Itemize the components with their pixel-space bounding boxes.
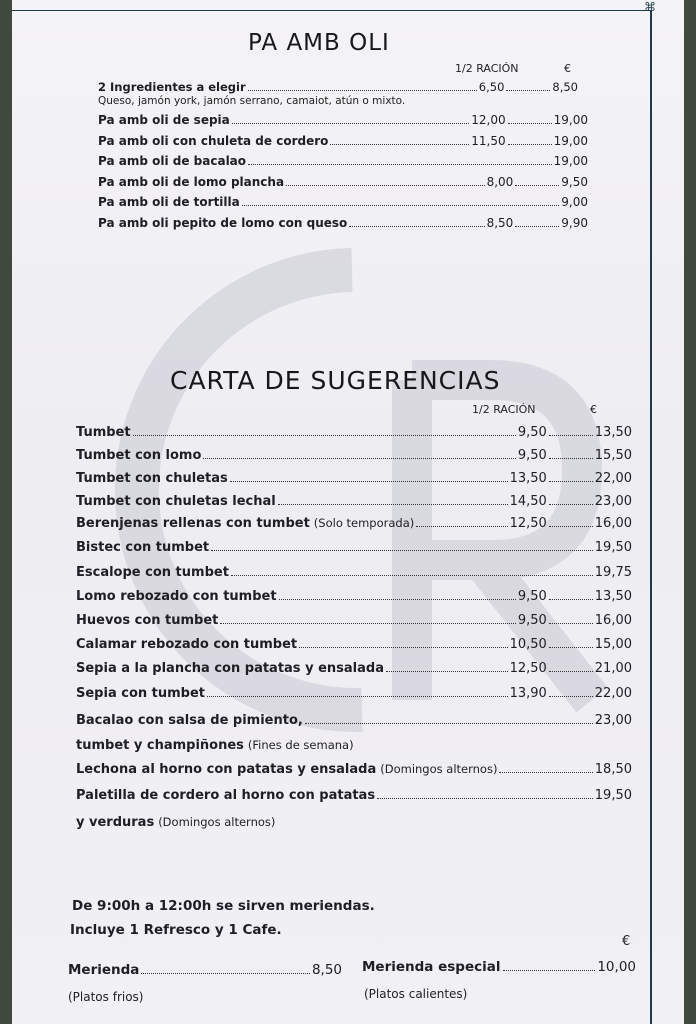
menu-item-pa-amb-oli-2: Pa amb oli de bacalao 19,00 — [98, 154, 588, 168]
pa-amb-oli-euro-header: € — [564, 62, 571, 75]
sugerencias-half-ration-header: 1/2 RACIÓN — [472, 403, 536, 416]
bacalao-line2: tumbet y champiñones (Fines de semana) — [76, 738, 354, 753]
merienda-especial-sub: (Platos calientes) — [364, 987, 468, 1001]
menu-item-pa-amb-oli-4: Pa amb oli de tortilla 9,00 — [98, 195, 588, 209]
corner-ornament: ⌘ — [644, 0, 656, 14]
sugerencias-title: CARTA DE SUGERENCIAS — [170, 366, 501, 395]
pa-amb-oli-half-ration-header: 1/2 RACIÓN — [455, 62, 519, 75]
menu-item-sugerencia-8: Huevos con tumbet 9,50 16,00 — [76, 613, 632, 628]
menu-item-sugerencia-3: Tumbet con chuletas lechal 14,50 23,00 — [76, 494, 632, 509]
menu-item-sugerencia-7: Lomo rebozado con tumbet 9,50 13,50 — [76, 589, 632, 604]
sugerencias-euro-header: € — [590, 403, 597, 416]
menu-item-sugerencia-10: Sepia a la plancha con patatas y ensalada 12,50 21,00 — [76, 661, 632, 676]
menu-item-pa-amb-oli-0: Pa amb oli de sepia 12,00 19,00 — [98, 113, 588, 127]
paletilla-line2: y verduras (Domingos alternos) — [76, 815, 276, 830]
cr-watermark-logo — [82, 230, 642, 790]
menu-item-sugerencia-5: Bistec con tumbet 19,50 — [76, 540, 632, 555]
frame-border-top — [12, 10, 652, 11]
ingredients-options: Queso, jamón york, jamón serrano, camaiot, atún o mixto. — [98, 95, 406, 107]
menu-item-merienda-especial: Merienda especial 10,00 — [362, 959, 636, 975]
menu-item-merienda: Merienda 8,50 — [68, 962, 342, 978]
menu-item-pa-amb-oli-1: Pa amb oli con chuleta de cordero 11,50 19,00 — [98, 133, 588, 148]
menu-item-sugerencia-0: Tumbet 9,50 13,50 — [76, 425, 632, 440]
menu-item-sugerencia-4: Berenjenas rellenas con tumbet (Solo temporada) 12,50 16,00 — [76, 516, 632, 531]
menu-item-sugerencia-2: Tumbet con chuletas 13,50 22,00 — [76, 471, 632, 486]
menu-item-ingredientes: 2 Ingredientes a elegir 6,50 8,50 — [98, 80, 578, 94]
menu-item-sugerencia-11: Sepia con tumbet 13,90 22,00 — [76, 686, 632, 701]
merienda-sub: (Platos frios) — [68, 990, 144, 1004]
menu-item-sugerencia-9: Calamar rebozado con tumbet 10,50 15,00 — [76, 637, 632, 652]
menu-item-sugerencia-12: Bacalao con salsa de pimiento, 23,00 — [76, 713, 632, 728]
meriendas-includes: Incluye 1 Refresco y 1 Cafe. — [70, 922, 282, 938]
frame-border-right — [650, 10, 652, 1024]
meriendas-hours: De 9:00h a 12:00h se sirven meriendas. — [72, 898, 375, 914]
menu-item-pa-amb-oli-5: Pa amb oli pepito de lomo con queso 8,50 9,90 — [98, 215, 588, 230]
menu-item-sugerencia-1: Tumbet con lomo 9,50 15,50 — [76, 448, 632, 463]
menu-item-pa-amb-oli-3: Pa amb oli de lomo plancha 8,00 9,50 — [98, 174, 588, 189]
menu-item-sugerencia-6: Escalope con tumbet 19,75 — [76, 565, 632, 580]
pa-amb-oli-title: PA AMB OLI — [248, 30, 390, 56]
meriendas-euro-header: € — [622, 934, 631, 949]
menu-page — [12, 0, 684, 1024]
menu-item-sugerencia-14: Paletilla de cordero al horno con patatas 19,50 — [76, 788, 632, 803]
menu-item-sugerencia-13: Lechona al horno con patatas y ensalada (Domingos alternos) 18,50 — [76, 762, 632, 777]
